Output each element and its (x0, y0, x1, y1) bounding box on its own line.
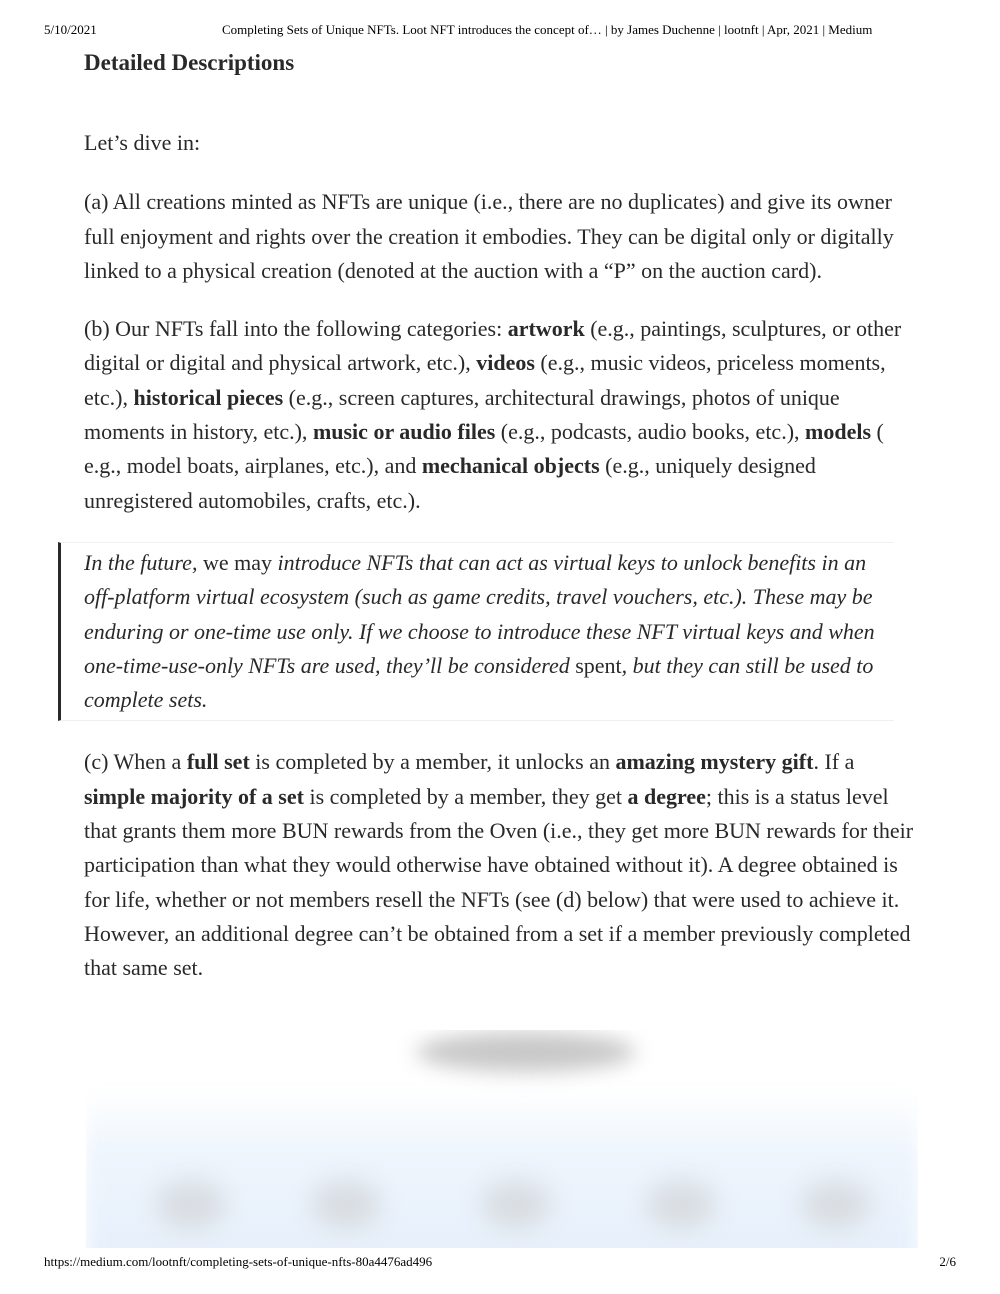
paragraph-c (84, 745, 920, 985)
print-footer (44, 1254, 956, 1274)
page-number: 2/6 (939, 1254, 956, 1269)
category-music-audio: music or audio files (312, 419, 496, 445)
paragraph-c-text: is completed by a member, it unlocks an (249, 749, 616, 775)
blurred-image-shape (311, 1180, 381, 1230)
print-date: 5/10/2021 (44, 22, 97, 37)
quote-normal: spent (569, 652, 622, 678)
full-set-term: full set (186, 749, 250, 775)
paragraph-b-text: ( e.g., model boats, airplanes, etc.), and (84, 419, 884, 479)
paragraph-c-text: is completed by a member, they get (303, 783, 628, 809)
blurred-image-shape (156, 1180, 226, 1230)
quote-normal: we may (197, 549, 278, 575)
blurred-image-shape (801, 1180, 871, 1230)
pull-quote-text (84, 546, 894, 717)
mystery-gift-term: amazing mystery gift (615, 749, 814, 775)
quote-italic: introduce NFTs that can act as virtual keys to unlock benefits in an off-platform virtual ecosystem (such as game credits, travel vouchers, etc.). These may be enduring or one-time use only. If we choose to introduce these NFT virtual keys and when one-time-use-only NFTs are used, they’ll be considered (84, 549, 875, 678)
quote-italic: , but they can still be used to complete sets. (84, 652, 874, 713)
paragraph-c-text: . If a (813, 749, 855, 775)
category-mechanical-objects: mechanical objects (421, 453, 600, 479)
blurred-image-shape (646, 1180, 716, 1230)
category-artwork: artwork (507, 316, 585, 342)
blurred-image (86, 1030, 918, 1248)
article-body (84, 44, 920, 986)
blurred-image-shape (416, 1032, 636, 1072)
category-models: models (805, 419, 872, 445)
pull-quote (58, 542, 894, 721)
section-heading: Detailed Descriptions (84, 50, 295, 75)
intro-paragraph: Let’s dive in: (84, 130, 201, 155)
paragraph-b-text: (e.g., podcasts, audio books, etc.), (495, 419, 806, 445)
print-header (44, 22, 956, 42)
print-url: https://medium.com/lootnft/completing-sets-of-unique-nfts-80a4476ad496 (44, 1254, 433, 1269)
category-videos: videos (476, 350, 535, 376)
blurred-image-shape (481, 1180, 551, 1230)
degree-term: a degree (627, 783, 706, 809)
paragraph-b-text: (e.g., paintings, sculptures, or other digital or digital and physical artwork, etc.), (84, 316, 902, 376)
paragraph-b-text: (b) Our NFTs fall into the following categories: (84, 316, 508, 342)
quote-italic: In the future, (84, 549, 198, 575)
paragraph-c-text: ; this is a status level that grants them more BUN rewards from the Oven (i.e., they get more BUN rewards for their participation than what they would otherwise have obtained without it). A degree obtained is for life, whether or not members resell the NFTs (see (d) below) that were used to achieve it. However, an additional degree can’t be obtained from a set if a member previously completed that same set. (84, 783, 914, 981)
category-historical-pieces: historical pieces (133, 384, 284, 410)
paragraph-b-text: (e.g., screen captures, architectural drawings, photos of unique moments in history, etc.), (84, 384, 840, 445)
paragraph-b (84, 312, 920, 518)
paragraph-c-text: (c) When a (84, 749, 187, 775)
print-page-title: Completing Sets of Unique NFTs. Loot NFT introduces the concept of… | by James Duchenne | lootnft | Apr, 2021 | Medium (222, 22, 873, 37)
paragraph-a: (a) All creations minted as NFTs are unique (i.e., there are no duplicates) and give its owner full enjoyment and rights over the creation it embodies. They can be digital only or digitally linked to a physical creation (denoted at the auction with a “P” on the auction card). (84, 189, 894, 283)
paragraph-b-text: (e.g., uniquely designed unregistered automobiles, crafts, etc.). (84, 453, 816, 513)
paragraph-b-text: (e.g., music videos, priceless moments, etc.), (84, 350, 886, 410)
simple-majority-term: simple majority of a set (84, 783, 304, 809)
